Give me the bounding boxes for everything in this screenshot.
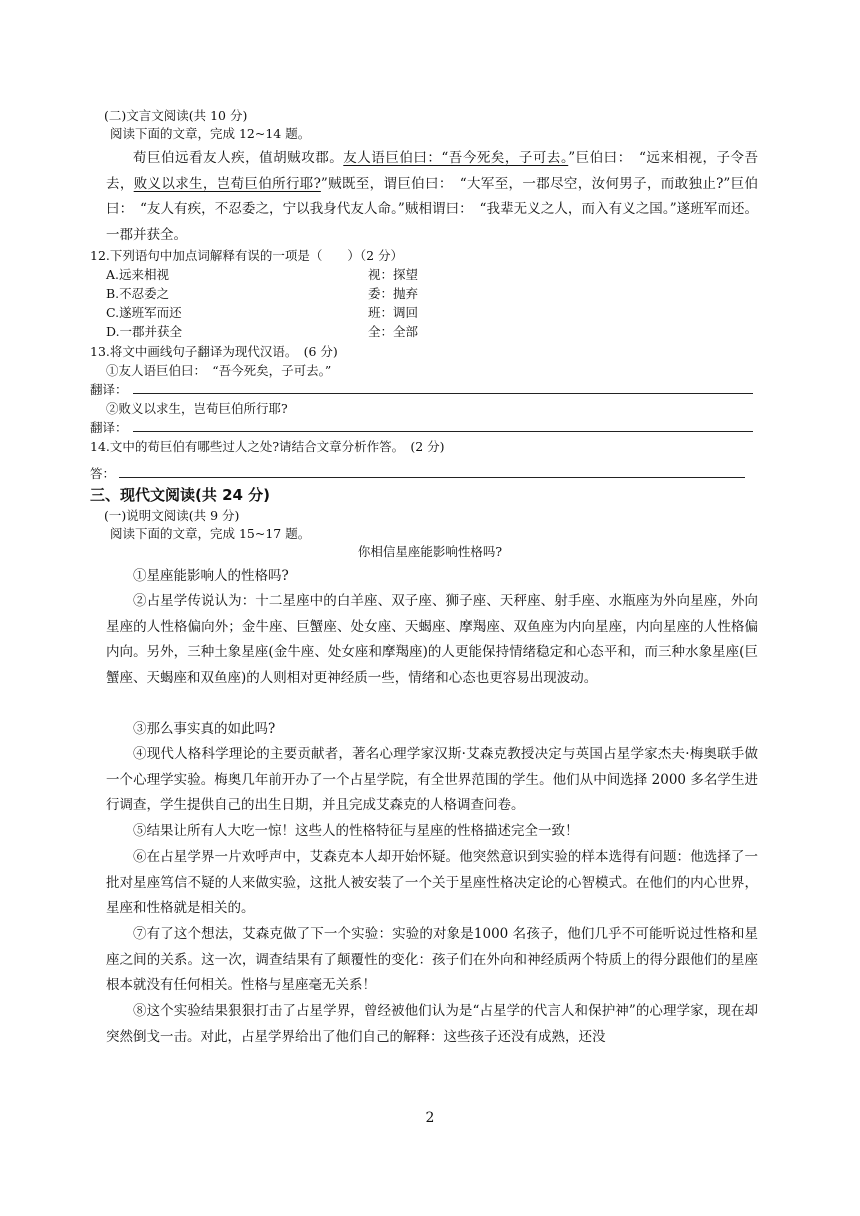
q12-gloss-d: 全：全部 <box>368 324 419 339</box>
q13-sentence-1: ①友人语巨伯曰： “吾今死矣，子可去。” <box>106 363 332 378</box>
paragraph-7: ⑦有了这个想法，艾森克做了下一个实验：实验的对象是1000 名孩子，他们几乎不可能听说过性格和星座之间的关系。这一次，调查结果有了颠覆性的变化：孩子们在外向和神经质两个特质上的得分跟他们的星座根本就没有任何相关。性格与星座毫无关系！ <box>106 926 758 993</box>
q14-answer-line[interactable] <box>119 477 745 478</box>
q12-gloss-b: 委：抛弃 <box>368 286 419 301</box>
paragraph-8: ⑧这个实验结果狠狠打击了占星学界，曾经被他们认为是“占星学的代言人和保护神”的心理学家，现在却突然倒戈一击。对此，占星学界给出了他们自己的解释：这些孩子还没有成熟，还没 <box>106 1003 758 1045</box>
subsection1-heading: (一)说明文阅读(共 9 分) <box>104 508 240 523</box>
article-title: 你相信星座能影响性格吗? <box>357 544 503 559</box>
q14-stem: 14.文中的荀巨伯有哪些过人之处?请结合文章分析作答。 (2 分) <box>90 439 445 454</box>
q12-gloss-c: 班：调回 <box>368 305 419 320</box>
q12-gloss-a: 视：探望 <box>368 267 419 282</box>
page-number: 2 <box>425 1110 435 1126</box>
q12-stem: 12.下列语句中加点词解释有误的一项是（ ）（2 分） <box>90 248 404 263</box>
q13-answer-line-1[interactable] <box>133 393 753 394</box>
instruction-modern: 阅读下面的文章，完成 15~17 题。 <box>110 526 311 541</box>
underlined-sentence-1: 友人语巨伯曰：“吾今死矣，子可去。 <box>343 150 569 166</box>
paragraph-1: ①星座能影响人的性格吗? <box>133 568 289 584</box>
paragraph-4: ④现代人格科学理论的主要贡献者，著名心理学家汉斯·艾森克教授决定与英国占星学家杰夫·梅奥联手做一个心理学实验。梅奥几年前开办了一个占星学院，有全世界范围的学生。他们从中间选择 2000 多名学生进行调查，学生提供自己的出生日期，并且完成艾森克的人格调查问卷。 <box>106 746 758 813</box>
q13-answer-label-1: 翻译： <box>90 382 128 397</box>
q12-option-c: C.遂班军而还 <box>106 305 182 320</box>
section3-heading: 三、现代文阅读(共 24 分) <box>90 486 271 504</box>
underlined-sentence-2: 败义以求生，岂荀巨伯所行耶? <box>133 175 321 192</box>
q13-answer-line-2[interactable] <box>133 431 753 432</box>
paragraph-3: ③那么事实真的如此吗? <box>133 721 276 737</box>
q13-stem: 13.将文中画线句子翻译为现代汉语。 (6 分) <box>90 344 338 359</box>
paragraph-5: ⑤结果让所有人大吃一惊！这些人的性格特征与星座的性格描述完全一致！ <box>133 823 579 839</box>
q12-option-d: D.一郡并获全 <box>106 324 183 339</box>
q12-option-a: A.远来相视 <box>106 267 170 282</box>
section2-heading: (二)文言文阅读(共 10 分) <box>104 108 248 123</box>
q12-option-b: B.不忍委之 <box>106 286 170 301</box>
paragraph-2: ②占星学传说认为：十二星座中的白羊座、双子座、狮子座、天秤座、射手座、水瓶座为外向星座，外向星座的人性格偏向外；金牛座、巨蟹座、处女座、天蝎座、摩羯座、双鱼座为内向星座，内向星座的人性格偏内向。另外，三种土象星座(金牛座、处女座和摩羯座)的人更能保持情绪稳定和心态平和，而三种水象星座(巨蟹座、天蝎座和双鱼座)的人则相对更神经质一些，情绪和心态也更容易出现波动。 <box>106 593 758 686</box>
instruction-classical: 阅读下面的文章，完成 12~14 题。 <box>110 126 311 141</box>
q13-answer-label-2: 翻译： <box>90 420 128 435</box>
paragraph-6: ⑥在占星学界一片欢呼声中，艾森克本人却开始怀疑。他突然意识到实验的样本选得有问题：他选择了一批对星座笃信不疑的人来做实验，这批人被安装了一个关于星座性格决定论的心智模式。在他们的内心世界，星座和性格就是相关的。 <box>106 849 758 916</box>
q14-answer-label: 答： <box>90 466 116 481</box>
classical-passage: 荀巨伯远看友人疾，值胡贼攻郡。友人语巨伯曰：“吾今死矣，子可去。”巨伯曰： “远来相视，子令吾去，败义以求生，岂荀巨伯所行耶?”贼既至，谓巨伯曰： “大军至，一郡尽空，汝何男子，而敢独止?”巨伯曰： “友人有疾，不忍委之，宁以我身代友人命。”贼相谓曰： “我辈无义之人，而入有义之国。”遂班军而还。一郡并获全。 <box>106 150 759 243</box>
q13-sentence-2: ②败义以求生，岂荀巨伯所行耶? <box>106 401 288 416</box>
